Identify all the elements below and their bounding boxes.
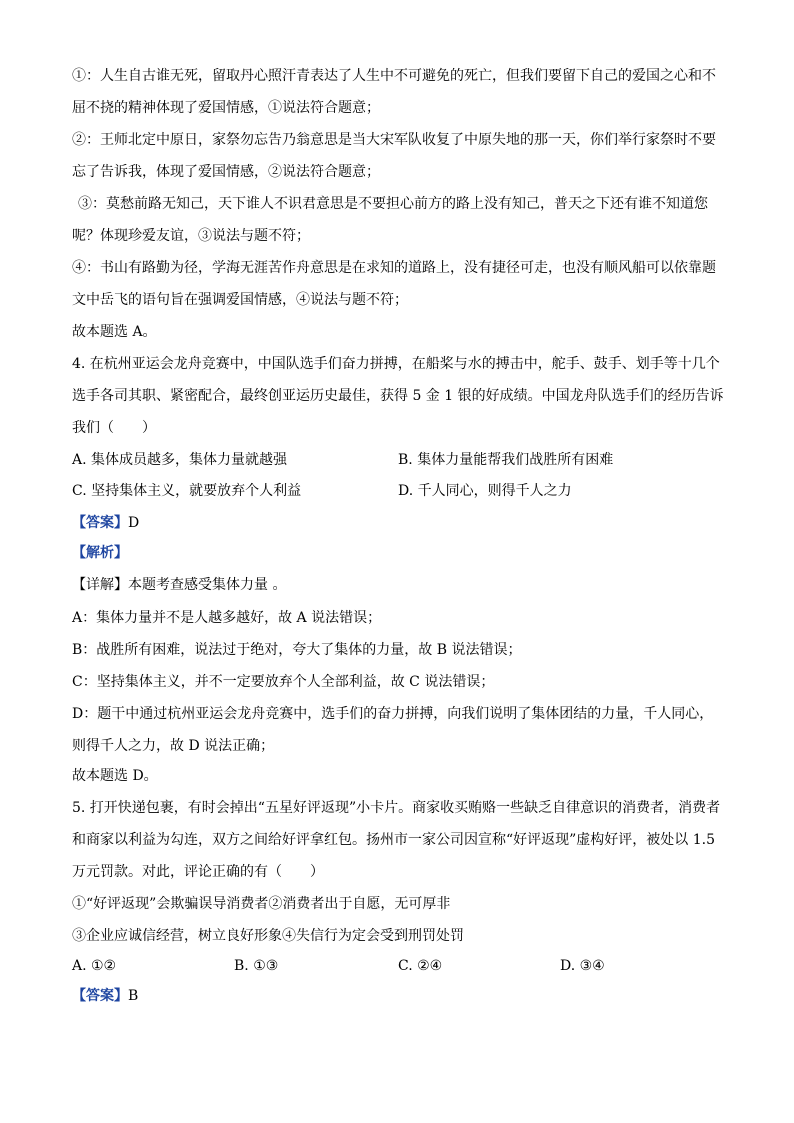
analysis-line: ④：书山有路勤为径，学海无涯苦作舟意思是在求知的道路上，没有捷径可走，也没有顺风船可以依靠题 [72, 260, 716, 276]
explanation-line: D：题干中通过杭州亚运会龙舟竞赛中，选手们的奋力拼搏，向我们说明了集体团结的力量，千人同心， [72, 706, 714, 722]
statement-line: ③企业应诚信经营，树立良好形象④失信行为定会受到刑罚处罚 [72, 928, 464, 944]
question-stem: 选手各司其职、紧密配合，最终创亚运历史最佳，获得 5 金 1 银的好成绩。中国龙舟队选手们的经历告诉 [72, 388, 724, 404]
option-c: C. ②④ [398, 958, 443, 974]
detail-tag: 【详解】 [72, 577, 128, 593]
explanation-line: 则得千人之力，故 D 说法正确； [72, 738, 275, 754]
detail-text: 本题考查感受集体力量 。 [128, 577, 287, 593]
option-d: D. 千人同心，则得千人之力 [398, 483, 572, 499]
explanation-line: B：战胜所有困难，说法过于绝对，夸大了集体的力量，故 B 说法错误； [72, 642, 522, 658]
question-stem: 万元罚款。对此，评论正确的有（ ） [72, 864, 324, 880]
analysis-line: 文中岳飞的语句旨在强调爱国情感，④说法与题不符； [72, 292, 408, 308]
analysis-line: ②：王师北定中原日，家祭勿忘告乃翁意思是当大宋军队收复了中原失地的那一天，你们举行家祭时不要 [72, 132, 716, 148]
analysis-heading [72, 543, 128, 563]
detail-line [72, 575, 286, 595]
answer-line [72, 513, 139, 533]
answer-line [72, 986, 138, 1006]
question-stem: 和商家以利益为勾连，双方之间给好评拿红包。扬州市一家公司因宣称“好评返现”虚构好评，被处以 1.5 [72, 832, 716, 848]
option-a: A. ①② [72, 958, 117, 974]
option-b: B. 集体力量能帮我们战胜所有困难 [398, 452, 614, 468]
analysis-line: ③：莫愁前路无知己，天下谁人不识君意思是不要担心前方的路上没有知己，普天之下还有谁不知道您 [78, 196, 708, 212]
answer-value: B [128, 988, 139, 1004]
question-stem: 我们（ ） [72, 420, 156, 436]
analysis-line: ①：人生自古谁无死，留取丹心照汗青表达了人生中不可避免的死亡，但我们要留下自己的爱国之心和不 [72, 68, 716, 84]
statement-line: ①“好评返现”会欺骗误导消费者②消费者出于自愿，无可厚非 [72, 896, 451, 912]
analysis-line: 呢？体现珍爱友谊，③说法与题不符； [72, 228, 310, 244]
option-d: D. ③④ [560, 958, 605, 974]
analysis-line: 忘了告诉我，体现了爱国情感，②说法符合题意； [72, 164, 380, 180]
conclusion-line: 故本题选 D。 [72, 768, 158, 784]
conclusion-line: 故本题选 A。 [72, 324, 157, 340]
answer-tag: 【答案】 [72, 515, 128, 531]
analysis-line: 屈不挠的精神体现了爱国情感，①说法符合题意； [72, 100, 380, 116]
analysis-tag: 【解析】 [72, 545, 128, 561]
option-b: B. ①③ [234, 958, 279, 974]
question-stem: 5. 打开快递包裹，有时会掉出“五星好评返现”小卡片。商家收买贿赂一些缺乏自律意识的消费者，消费者 [72, 800, 721, 816]
explanation-line: A：集体力量并不是人越多越好，故 A 说法错误； [72, 610, 382, 626]
explanation-line: C：坚持集体主义，并不一定要放弃个人全部利益，故 C 说法错误； [72, 674, 495, 690]
question-stem: 4. 在杭州亚运会龙舟竞赛中，中国队选手们奋力拼搏，在船桨与水的搏击中，舵手、鼓手、划手等十几个 [72, 356, 720, 372]
option-c: C. 坚持集体主义，就要放弃个人利益 [72, 483, 302, 499]
answer-tag: 【答案】 [72, 988, 128, 1004]
answer-value: D [128, 515, 140, 531]
option-a: A. 集体成员越多，集体力量就越强 [72, 452, 288, 468]
